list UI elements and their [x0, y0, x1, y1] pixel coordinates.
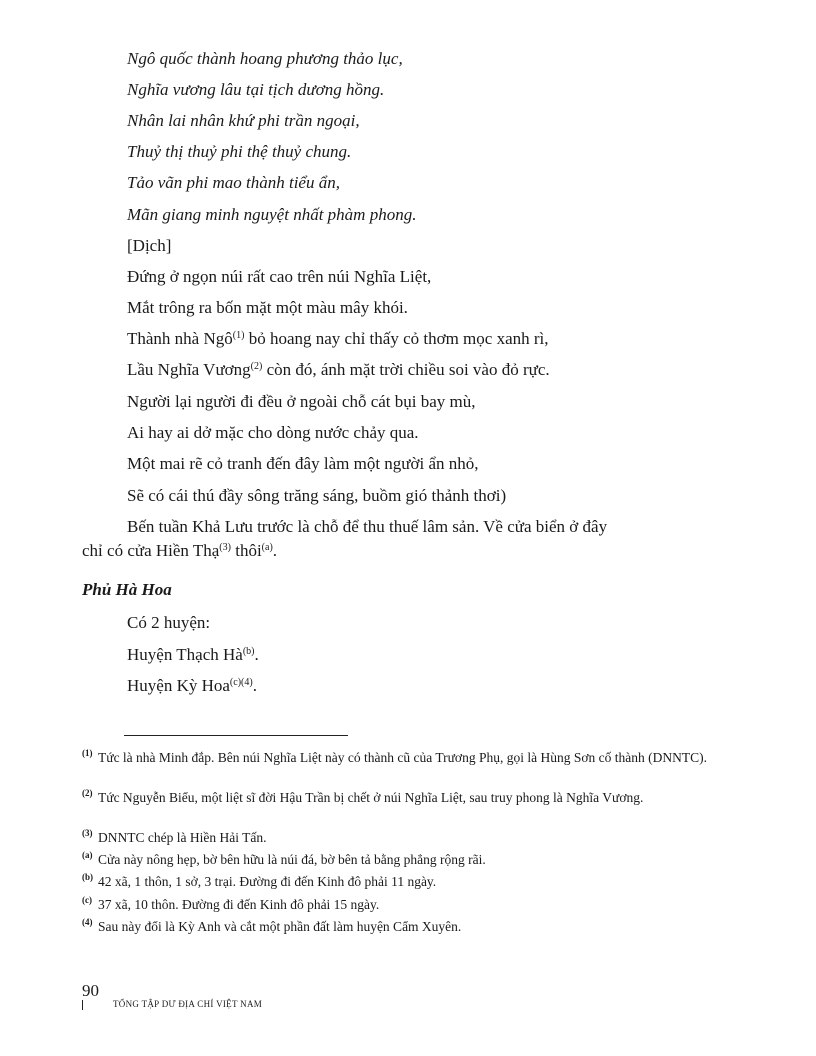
- footnote-divider: [124, 735, 348, 736]
- footnote-ref: (2): [250, 361, 263, 372]
- paragraph-line: [82, 541, 277, 561]
- running-footer: TỔNG TẬP DƯ ĐỊA CHÍ VIỆT NAM: [113, 999, 263, 1009]
- footnote-text: Cửa này nông hẹp, bờ bên hữu là núi đá, bờ bên tả bằng phẳng rộng rãi.: [98, 852, 486, 867]
- footnote: [82, 749, 742, 766]
- footnote-ref: (b): [242, 646, 255, 657]
- translation-line: [127, 329, 549, 349]
- translation-text: bỏ hoang nay chỉ thấy cỏ thơm mọc xanh rì,: [244, 329, 549, 348]
- section-line: [127, 676, 257, 696]
- section-text: .: [252, 676, 257, 695]
- translation-text: Thành nhà Ngô: [127, 329, 233, 348]
- section-text: Huyện Kỳ Hoa: [127, 676, 230, 695]
- footnote-mark: (4): [82, 917, 93, 927]
- footnote-text: Tức Nguyễn Biểu, một liệt sĩ đời Hậu Trần bị chết ở núi Nghĩa Liệt, sau truy phong là Nghĩa Vương.: [98, 790, 644, 805]
- paragraph-text: .: [272, 541, 278, 560]
- footnote-text: Tức là nhà Minh đắp. Bên núi Nghĩa Liệt này có thành cũ của Trương Phụ, gọi là Hùng Sơn cố thành (DNNTC).: [98, 750, 707, 765]
- section-text: .: [254, 645, 259, 664]
- footnote-mark: (1): [82, 748, 93, 758]
- footnote-mark: (a): [82, 850, 93, 860]
- translation-line: Mắt trông ra bốn mặt một màu mây khói.: [127, 298, 408, 317]
- poem-line: Ngô quốc thành hoang phương thảo lục,: [127, 49, 403, 68]
- translation-label: [Dịch]: [127, 236, 172, 255]
- footnote: [82, 789, 742, 806]
- footnote: [82, 896, 742, 913]
- section-line: Có 2 huyện:: [127, 613, 211, 632]
- section-heading: Phủ Hà Hoa: [82, 580, 172, 599]
- footnote-text: 37 xã, 10 thôn. Đường đi đến Kinh đô phải 15 ngày.: [98, 897, 380, 912]
- translation-line: Sẽ có cái thú đầy sông trăng sáng, buồm gió thảnh thơi): [127, 486, 507, 505]
- paragraph-text: chỉ có cửa Hiền Thạ: [82, 541, 220, 560]
- footnote: [82, 851, 742, 868]
- poem-line: Thuỷ thị thuỷ phi thệ thuỷ chung.: [127, 142, 352, 161]
- footnote-ref: (3): [219, 542, 231, 553]
- footnote-mark: (2): [82, 788, 93, 798]
- poem-line: Mãn giang minh nguyệt nhất phàm phong.: [127, 205, 417, 224]
- footnote-ref: (1): [232, 330, 245, 341]
- paragraph-text: thôi: [230, 541, 262, 560]
- translation-text: còn đó, ánh mặt trời chiều soi vào đỏ rực.: [262, 360, 550, 379]
- page-number: 90: [82, 981, 99, 1000]
- footnote-mark: (c): [82, 895, 92, 905]
- footer-bar: [82, 1000, 83, 1010]
- translation-line: Người lại người đi đều ở ngoài chỗ cát bụi bay mù,: [127, 392, 476, 411]
- footnote-text: DNNTC chép là Hiền Hải Tấn.: [98, 830, 267, 845]
- footnote: [82, 873, 742, 890]
- footnote: [82, 918, 742, 935]
- poem-line: Nghĩa vương lâu tại tịch dương hồng.: [127, 80, 385, 99]
- translation-text: Lầu Nghĩa Vương: [127, 360, 251, 379]
- footnote: [82, 829, 742, 846]
- poem-line: Nhân lai nhân khứ phi trần ngoại,: [127, 111, 360, 130]
- footnote-mark: (b): [82, 872, 93, 882]
- translation-line: Một mai rẽ cỏ tranh đến đây làm một người ẩn nhỏ,: [127, 454, 479, 473]
- poem-line: Tảo vãn phi mao thành tiểu ẩn,: [127, 173, 340, 192]
- footnote-mark: (3): [82, 828, 93, 838]
- translation-line: Đứng ở ngọn núi rất cao trên núi Nghĩa Liệt,: [127, 267, 432, 286]
- footnote-ref: (a): [261, 542, 273, 553]
- translation-line: Ai hay ai dở mặc cho dòng nước chảy qua.: [127, 423, 419, 442]
- footnote-ref: (c)(4): [229, 677, 253, 688]
- footnote-text: 42 xã, 1 thôn, 1 sở, 3 trại. Đường đi đến Kinh đô phải 11 ngày.: [98, 874, 437, 889]
- footnote-text: Sau này đổi là Kỳ Anh và cắt một phần đất làm huyện Cẩm Xuyên.: [98, 919, 462, 934]
- paragraph-line: Bến tuần Khả Lưu trước là chỗ để thu thuế lâm sản. Về cửa biển ở đây: [127, 517, 608, 536]
- section-text: Huyện Thạch Hà: [127, 645, 243, 664]
- translation-line: [127, 360, 550, 380]
- section-line: [127, 645, 259, 665]
